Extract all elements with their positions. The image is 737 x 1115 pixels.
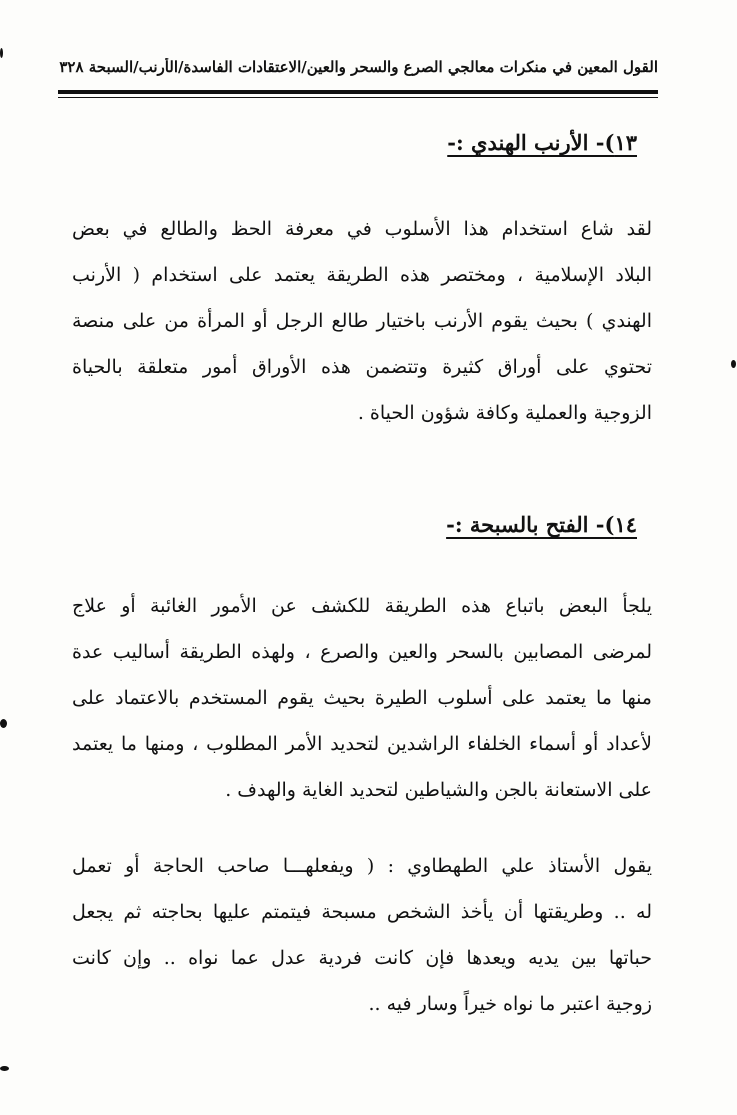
section-14-paragraph xyxy=(72,583,652,813)
paragraph-line: لمرضى المصابين بالسحر والعين والصرع ، ولهذه الطريقة أساليب عدة xyxy=(72,641,652,663)
section-13-paragraph xyxy=(72,206,652,436)
paragraph-line: حباتها بين يديه ويعدها فإن كانت فردية عدل عما نواه .. وإن كانت xyxy=(72,947,652,969)
paragraph-line: يلجأ البعض باتباع هذه الطريقة للكشف عن الأمور الغائبة أو علاج xyxy=(72,595,652,617)
scan-margin-mark xyxy=(0,1066,9,1071)
paragraph-line: له .. وطريقتها أن يأخذ الشخص مسبحة فيتمتم عليها بحاجته ثم يجعل xyxy=(72,901,652,923)
scan-margin-mark xyxy=(0,719,7,728)
paragraph-line: يقول الأستاذ علي الطهطاوي : ( ويفعلهـــا صاحب الحاجة أو تعمل xyxy=(72,855,652,877)
quote-paragraph xyxy=(72,843,652,1027)
scan-margin-mark xyxy=(0,48,3,58)
paragraph-line: تحتوي على أوراق كثيرة وتتضمن هذه الأوراق أمور متعلقة بالحياة xyxy=(72,356,652,378)
section-14-heading: ١٤)- الفتح بالسبحة :- xyxy=(446,512,637,537)
paragraph-line: الزوجية والعملية وكافة شؤون الحياة . xyxy=(357,402,652,424)
running-header: القول المعين في منكرات معالجي الصرع والسحر والعين/الاعتقادات الفاسدة/الأرنب/السبحة ٣٢٨ xyxy=(59,58,658,76)
paragraph-line: منها ما يعتمد على أسلوب الطيرة بحيث يقوم المستخدم بالاعتماد على xyxy=(72,687,652,709)
header-rule-thick xyxy=(58,90,658,94)
scan-margin-mark xyxy=(731,360,736,368)
section-13-heading: ١٣)- الأرنب الهندي :- xyxy=(447,130,637,155)
paragraph-line: الهندي ) بحيث يقوم الأرنب باختيار طالع الرجل أو المرأة من على منصة xyxy=(72,310,652,332)
paragraph-line: البلاد الإسلامية ، ومختصر هذه الطريقة يعتمد على استخدام ( الأرنب xyxy=(72,264,652,286)
paragraph-line: على الاستعانة بالجن والشياطين لتحديد الغاية والهدف . xyxy=(225,779,652,801)
header-rule-thin xyxy=(58,97,658,98)
paragraph-line: لأعداد أو أسماء الخلفاء الراشدين لتحديد الأمر المطلوب ، ومنها ما يعتمد xyxy=(72,733,652,755)
paragraph-line: زوجية اعتبر ما نواه خيراً وسار فيه .. xyxy=(368,993,652,1015)
paragraph-line: لقد شاع استخدام هذا الأسلوب في معرفة الحظ والطالع في بعض xyxy=(72,218,652,240)
